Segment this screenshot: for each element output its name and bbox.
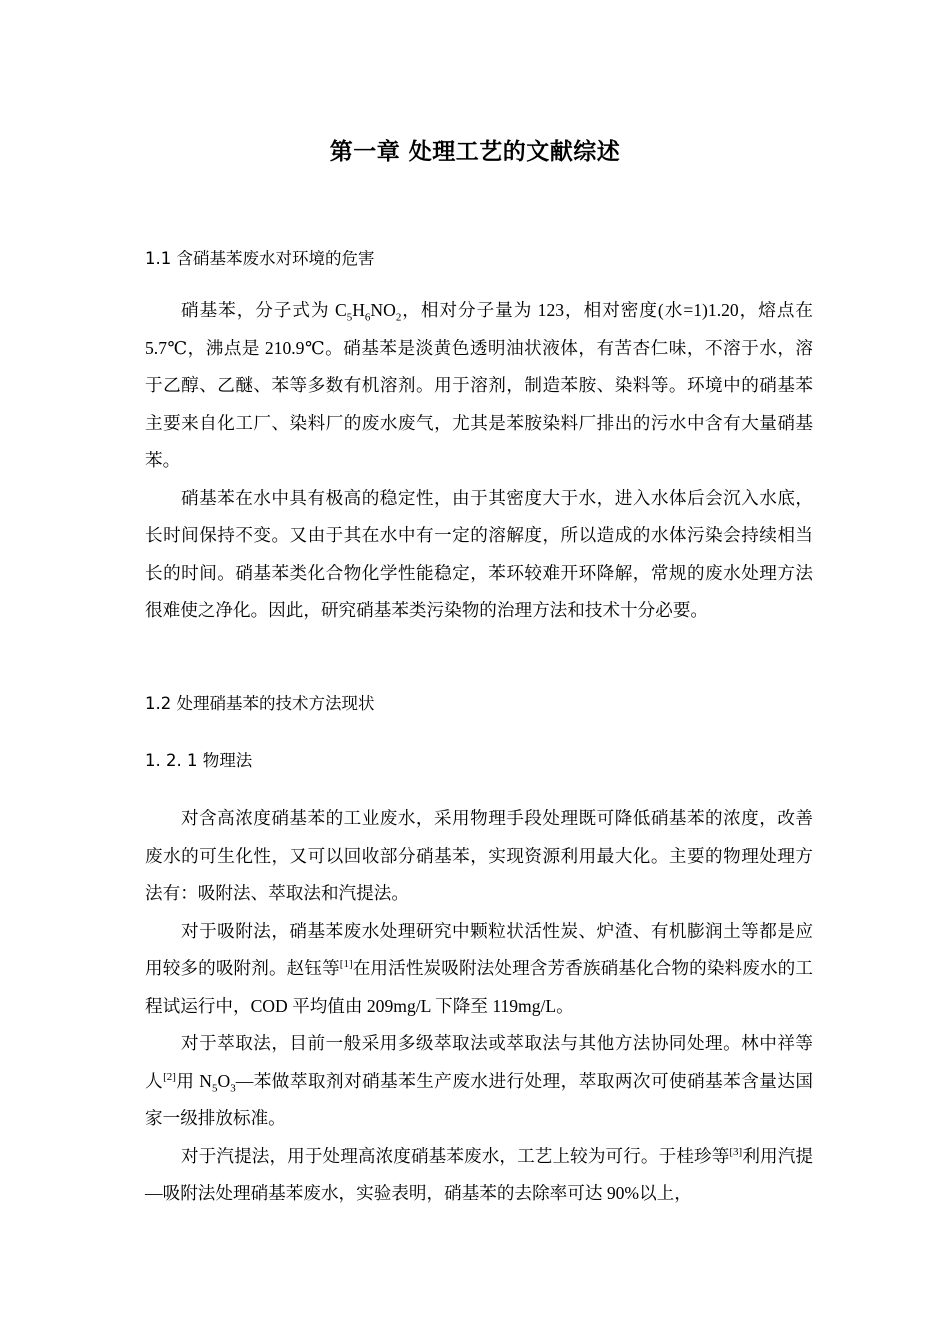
chapter-title: 第一章 处理工艺的文献综述	[329, 139, 621, 165]
section-heading-1-2-1: 1. 2. 1 物理法	[145, 751, 253, 770]
paragraph: 硝基苯在水中具有极高的稳定性，由于其密度大于水，进入水体后会沉入水底，长时间保持不变。又由于其在水中有一定的溶解度，所以造成的水体污染会持续相当长的时间。硝基苯类化合物化学性能稳定，苯环较难开环降解，常规的废水处理方法很难使之净化。因此，研究硝基苯类污染物的治理方法和技术十分必要。	[145, 487, 813, 620]
paragraph: 对含高浓度硝基苯的工业废水，采用物理手段处理既可降低硝基苯的浓度，改善废水的可生化性，又可以回收部分硝基苯，实现资源利用最大化。主要的物理处理方法有：吸附法、萃取法和汽提法。	[145, 808, 813, 903]
citation-ref: [2]	[163, 1070, 176, 1083]
section-heading-1-2: 1.2 处理硝基苯的技术方法现状	[145, 694, 375, 713]
paragraph: 硝基苯，分子式为 $C_5H_6NO_2$，相对分子量为 123，相对密度(水=1)1.20，熔点在 5.7℃，沸点是 210.9℃。硝基苯是淡黄色透明油状液体，有苦杏仁味，不溶于水，溶于乙醇、乙醚、苯等多数有机溶剂。用于溶剂，制造苯胺、染料等。环境中的硝基苯主要来自化工厂、染料厂的废水废气，尤其是苯胺染料厂排出的污水中含有大量硝基苯。	[145, 300, 813, 470]
paragraph: 对于汽提法，用于处理高浓度硝基苯废水，工艺上较为可行。于桂珍等[3]利用汽提—吸附法处理硝基苯废水，实验表明，硝基苯的去除率可达 90%以上，	[145, 1145, 813, 1203]
section-heading-1-1: 1.1 含硝基苯废水对环境的危害	[145, 249, 375, 268]
paragraph: 对于萃取法，目前一般采用多级萃取法或萃取法与其他方法协同处理。林中祥等人[2]用 $N_5O_3—$苯做萃取剂对硝基苯生产废水进行处理，萃取两次可使硝基苯含量达国家一级排放标准。	[145, 1033, 813, 1128]
paragraph: 对于吸附法，硝基苯废水处理研究中颗粒状活性炭、炉渣、有机膨润土等都是应用较多的吸附剂。赵钰等[1]在用活性炭吸附法处理含芳香族硝基化合物的染料废水的工程试运行中，COD 平均值由 209mg/L 下降至 119mg/L。	[145, 920, 813, 1016]
section-1-1-body	[145, 292, 813, 630]
citation-ref: [1]	[339, 958, 353, 971]
citation-ref: [3]	[729, 1145, 743, 1158]
section-1-2-1-body	[145, 800, 813, 1213]
